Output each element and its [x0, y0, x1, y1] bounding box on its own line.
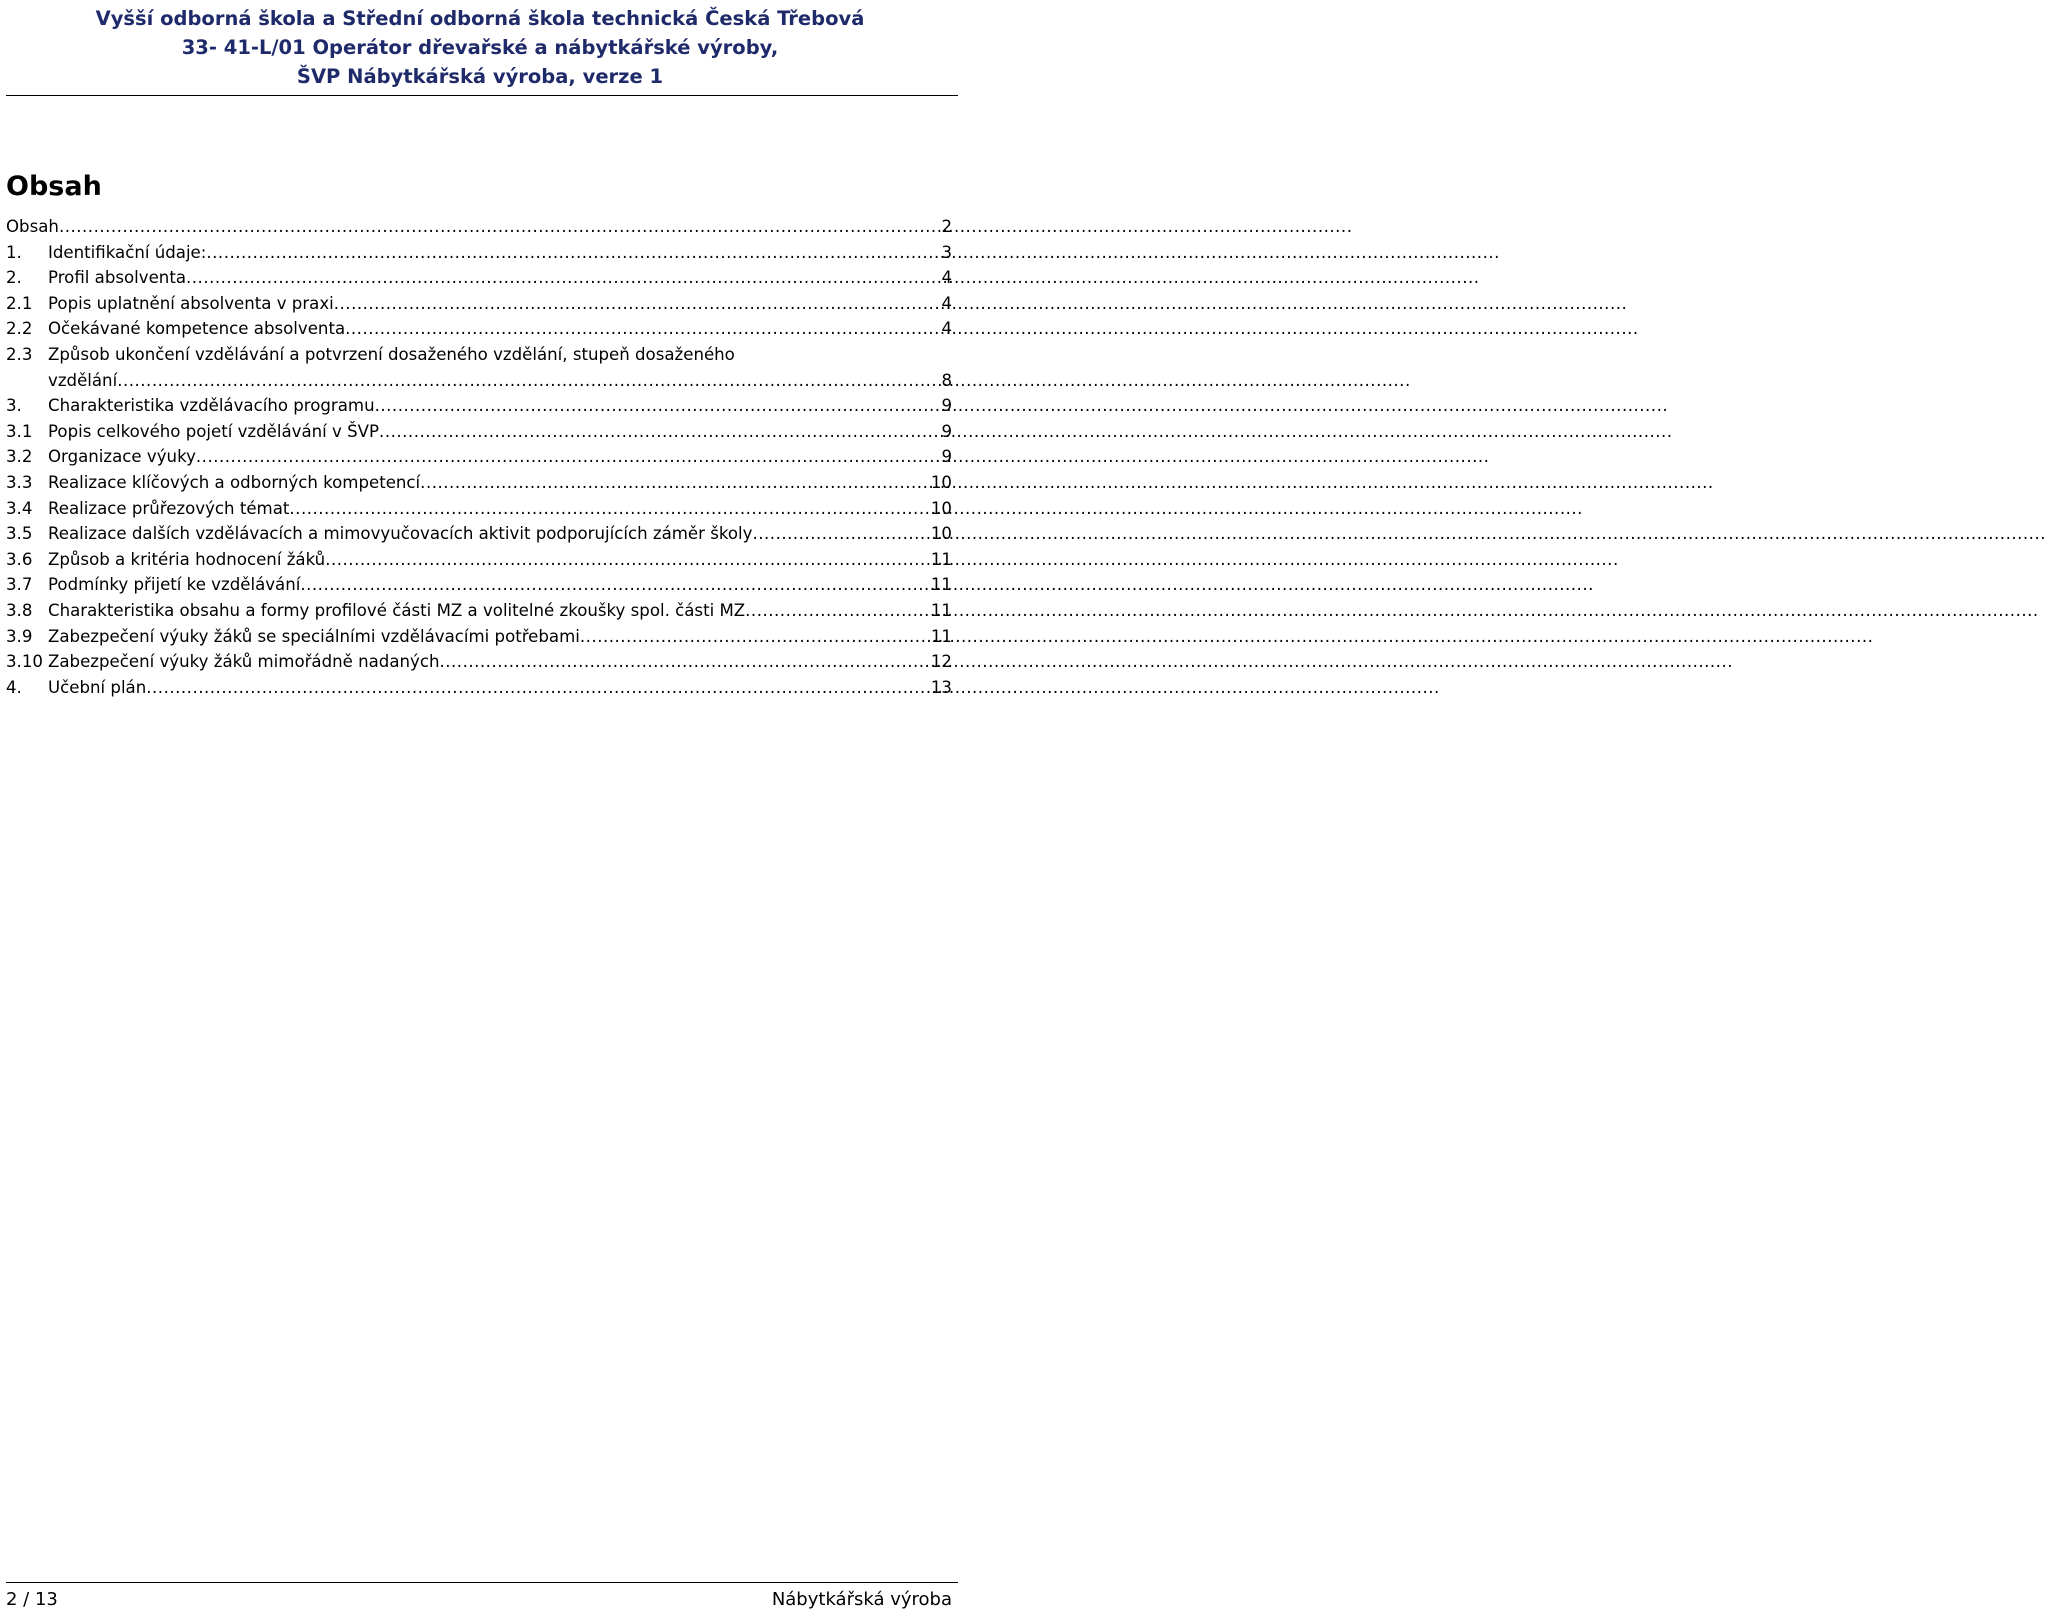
toc-entry-number: 3.9 — [6, 626, 33, 646]
toc-entry-page: 2 — [941, 217, 952, 236]
toc-entry-label: Způsob a kritéria hodnocení žáků — [48, 549, 326, 569]
toc-entry-3-5[interactable] — [6, 521, 952, 547]
toc-dot-leader — [745, 598, 929, 624]
toc-entry-number: 4. — [6, 677, 22, 697]
toc-entry-number: 2.1 — [6, 293, 33, 313]
toc-entry-page: 4 — [941, 293, 952, 313]
toc-entry-label: Realizace dalších vzdělávacích a mimovyučovacích aktivit podporujících záměr školy — [48, 524, 753, 544]
header-program-code: 33- 41-L/01 Operátor dřevařské a nábytkářské výroby, — [181, 36, 779, 59]
document-header — [0, 4, 960, 91]
toc-entry-page: 9 — [941, 447, 952, 467]
footer-divider — [6, 1582, 958, 1583]
footer-document-name: Nábytkářská výroba — [771, 1589, 952, 1610]
toc-dot-leader — [345, 316, 939, 342]
toc-dot-leader — [196, 444, 940, 470]
toc-entry-3-10[interactable] — [6, 649, 952, 675]
toc-entry-2-1[interactable] — [6, 291, 952, 317]
toc-dot-leader — [375, 393, 940, 419]
toc-entry-number: 3.5 — [6, 524, 33, 544]
toc-entry-page: 9 — [941, 421, 952, 441]
toc-dot-leader — [439, 649, 928, 675]
toc-entry-page: 12 — [930, 652, 952, 672]
toc-entry-label: Očekávané kompetence absolventa — [48, 319, 346, 339]
toc-dot-leader — [379, 419, 939, 445]
toc-entry-page: 8 — [941, 370, 952, 390]
toc-entry-number: 3.4 — [6, 498, 33, 518]
toc-entry-3[interactable] — [6, 393, 952, 419]
toc-dot-leader — [300, 572, 929, 598]
toc-entry-3-1[interactable] — [6, 419, 952, 445]
toc-entry-label: Organizace výuky — [48, 447, 196, 467]
toc-dot-leader — [289, 496, 928, 522]
toc-entry-page: 13 — [930, 677, 952, 697]
toc-entry-page: 3 — [941, 242, 952, 262]
toc-entry-number: 3.3 — [6, 472, 33, 492]
toc-entry-label: Charakteristika obsahu a formy profilové části MZ a volitelné zkoušky spol. části MZ — [48, 600, 746, 620]
toc-dot-leader — [420, 470, 929, 496]
toc-entry-page: 10 — [930, 472, 952, 492]
toc-entry-page: 10 — [930, 498, 952, 518]
toc-entry-number: 3.1 — [6, 421, 33, 441]
toc-entry-label-continued: vzdělání — [48, 370, 118, 390]
toc-entry-number: 3.7 — [6, 575, 33, 595]
toc-entry-obsah[interactable] — [6, 214, 952, 240]
toc-entry-page: 10 — [930, 524, 952, 544]
toc-dot-leader — [117, 368, 939, 394]
toc-entry-label: Zabezpečení výuky žáků se speciálními vzdělávacími potřebami — [48, 626, 580, 646]
toc-entry-label: Charakteristika vzdělávacího programu — [48, 396, 375, 416]
toc-dot-leader — [752, 521, 928, 547]
toc-entry-label: Popis uplatnění absolventa v praxi — [48, 293, 334, 313]
toc-entry-label: Zabezpečení výuky žáků mimořádně nadaných — [48, 652, 440, 672]
toc-entry-3-3[interactable] — [6, 470, 952, 496]
toc-entry-page: 11 — [930, 600, 952, 620]
toc-entry-2-2[interactable] — [6, 316, 952, 342]
header-divider — [6, 95, 958, 96]
toc-dot-leader — [186, 265, 939, 291]
header-svp-version: ŠVP Nábytkářská výroba, verze 1 — [296, 65, 664, 88]
toc-entry-label: Popis celkového pojetí vzdělávání v ŠVP — [48, 421, 380, 441]
toc-entry-number: 2. — [6, 268, 22, 288]
toc-entry-3-9[interactable] — [6, 624, 952, 650]
toc-entry-number: 3.8 — [6, 600, 33, 620]
toc-entry-4[interactable] — [6, 675, 952, 701]
toc-entry-page: 9 — [941, 396, 952, 416]
toc-entry-label: Způsob ukončení vzdělávání a potvrzení dosaženého vzdělání, stupeň dosaženého — [48, 344, 735, 364]
toc-entry-page: 4 — [941, 268, 952, 288]
toc-entry-label: Podmínky přijetí ke vzdělávání — [48, 575, 301, 595]
toc-entry-number: 3.6 — [6, 549, 33, 569]
table-of-contents — [6, 214, 952, 700]
toc-entry-label: Učební plán — [48, 677, 147, 697]
page-indicator: 2 / 13 — [6, 1589, 58, 1610]
toc-entry-3-7[interactable] — [6, 572, 952, 598]
toc-entry-number: 2.3 — [6, 344, 33, 364]
toc-entry-page: 11 — [930, 549, 952, 569]
toc-dot-leader — [580, 624, 929, 650]
toc-entry-page: 11 — [930, 626, 952, 646]
toc-entry-label: Profil absolventa — [48, 268, 186, 288]
toc-entry-label: Realizace průřezových témat — [48, 498, 290, 518]
toc-dot-leader — [59, 214, 940, 240]
toc-entry-number: 3.10 — [6, 652, 43, 672]
toc-entry-1[interactable] — [6, 240, 952, 266]
toc-entry-label: Obsah — [6, 217, 59, 236]
toc-entry-number: 1. — [6, 242, 22, 262]
toc-entry-number: 3. — [6, 396, 22, 416]
toc-entry-number: 2.2 — [6, 319, 33, 339]
toc-entry-2[interactable] — [6, 265, 952, 291]
toc-entry-number: 3.2 — [6, 447, 33, 467]
toc-dot-leader — [206, 240, 939, 266]
toc-entry-3-4[interactable] — [6, 496, 952, 522]
toc-dot-leader — [325, 547, 929, 573]
toc-entry-label: Identifikační údaje: — [48, 242, 207, 262]
toc-entry-label: Realizace klíčových a odborných kompetencí — [48, 472, 421, 492]
toc-entry-3-8[interactable] — [6, 598, 952, 624]
toc-entry-3-2[interactable] — [6, 444, 952, 470]
toc-entry-2-3[interactable] — [6, 342, 952, 393]
toc-title: Obsah — [6, 171, 102, 202]
toc-entry-page: 4 — [941, 319, 952, 339]
document-footer — [6, 1588, 952, 1612]
header-school-name: Vyšší odborná škola a Střední odborná škola technická Česká Třebová — [95, 7, 865, 30]
toc-entry-page: 11 — [930, 575, 952, 595]
toc-dot-leader — [146, 675, 929, 701]
toc-dot-leader — [334, 291, 940, 317]
toc-entry-3-6[interactable] — [6, 547, 952, 573]
